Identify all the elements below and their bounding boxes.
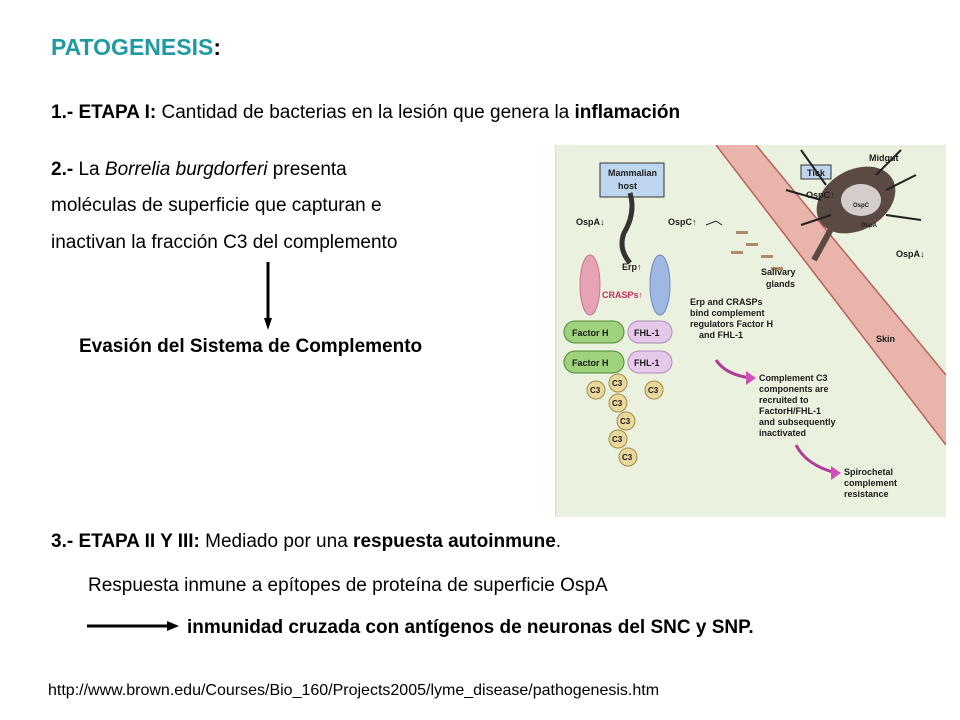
right-arrow-icon	[87, 619, 179, 633]
svg-text:FHL-1: FHL-1	[634, 328, 660, 338]
cross-immunity-line: inmunidad cruzada con antígenos de neuronas del SNC y SNP.	[187, 617, 754, 638]
svg-text:C3: C3	[648, 386, 659, 395]
svg-text:Factor H: Factor H	[572, 328, 609, 338]
svg-text:OspA↓: OspA↓	[896, 249, 925, 259]
svg-text:bind complement: bind complement	[690, 308, 765, 318]
svg-text:FactorH/FHL-1: FactorH/FHL-1	[759, 406, 822, 416]
svg-text:C3: C3	[622, 453, 633, 462]
svg-text:Salivary: Salivary	[761, 267, 796, 277]
svg-text:Spirochetal: Spirochetal	[844, 467, 894, 477]
svg-text:FHL-1: FHL-1	[634, 358, 660, 368]
erp-protein-icon	[650, 255, 670, 315]
svg-text:OspC: OspC	[853, 203, 870, 209]
svg-text:C3: C3	[612, 399, 623, 408]
svg-text:regulators Factor H: regulators Factor H	[690, 319, 774, 329]
svg-text:OspA↓: OspA↓	[576, 217, 605, 227]
svg-text:C3: C3	[612, 379, 623, 388]
svg-text:and FHL-1: and FHL-1	[699, 330, 743, 340]
svg-text:CRASPs↑: CRASPs↑	[602, 290, 644, 300]
svg-text:C3: C3	[612, 435, 623, 444]
svg-text:components are: components are	[759, 384, 829, 394]
stage-one-line: 1.- ETAPA I: Cantidad de bacterias en la lesión que genera la inflamación	[51, 102, 681, 123]
curved-arrow-icon	[716, 360, 751, 378]
svg-text:inactivated: inactivated	[759, 428, 807, 438]
evasion-heading: Evasión del Sistema de Complemento	[79, 336, 423, 357]
tick-label: Tick	[807, 168, 825, 178]
svg-text:glands: glands	[766, 279, 796, 289]
svg-text:resistance: resistance	[844, 489, 889, 499]
svg-text:Erp↑: Erp↑	[622, 262, 642, 272]
svg-text:and subsequently: and subsequently	[759, 417, 836, 427]
mammalian-host-label: Mammalian	[608, 168, 658, 178]
svg-text:OspC↑: OspC↑	[668, 217, 697, 227]
svg-text:host: host	[618, 181, 637, 191]
svg-text:OspC↑: OspC↑	[806, 190, 835, 200]
svg-text:C3: C3	[590, 386, 601, 395]
pathogenesis-figure	[555, 145, 946, 517]
stage-one-label: 1.- ETAPA I:	[51, 102, 157, 123]
source-url[interactable]: http://www.brown.edu/Courses/Bio_160/Projects2005/lyme_disease/pathogenesis.htm	[48, 682, 660, 699]
borrelia-line-2: moléculas de superficie que capturan e	[51, 195, 382, 216]
svg-text:complement: complement	[844, 478, 898, 488]
svg-text:Factor H: Factor H	[572, 358, 609, 368]
svg-text:OspA: OspA	[861, 223, 878, 229]
midgut-label: Midgut	[869, 153, 899, 163]
svg-text:Complement C3: Complement C3	[759, 373, 828, 383]
borrelia-line-3: inactivan la fracción C3 del complemento	[51, 232, 398, 253]
svg-text:C3: C3	[620, 417, 631, 426]
immune-response-line: Respuesta inmune a epítopes de proteína de superficie OspA	[88, 575, 608, 596]
stage-two-three-line: 3.- ETAPA II Y III: Mediado por una respuesta autoinmune.	[51, 531, 562, 552]
crasps-protein-icon	[580, 255, 600, 315]
svg-text:recruited to: recruited to	[759, 395, 809, 405]
slide-title: PATOGENESIS:	[51, 34, 221, 60]
spirochete-icon	[622, 193, 632, 263]
down-arrow-icon	[264, 262, 272, 330]
skin-label: Skin	[876, 334, 896, 344]
borrelia-line-1: 2.- La Borrelia burgdorferi presenta	[51, 159, 347, 180]
svg-text:Erp and CRASPs: Erp and CRASPs	[690, 297, 763, 307]
